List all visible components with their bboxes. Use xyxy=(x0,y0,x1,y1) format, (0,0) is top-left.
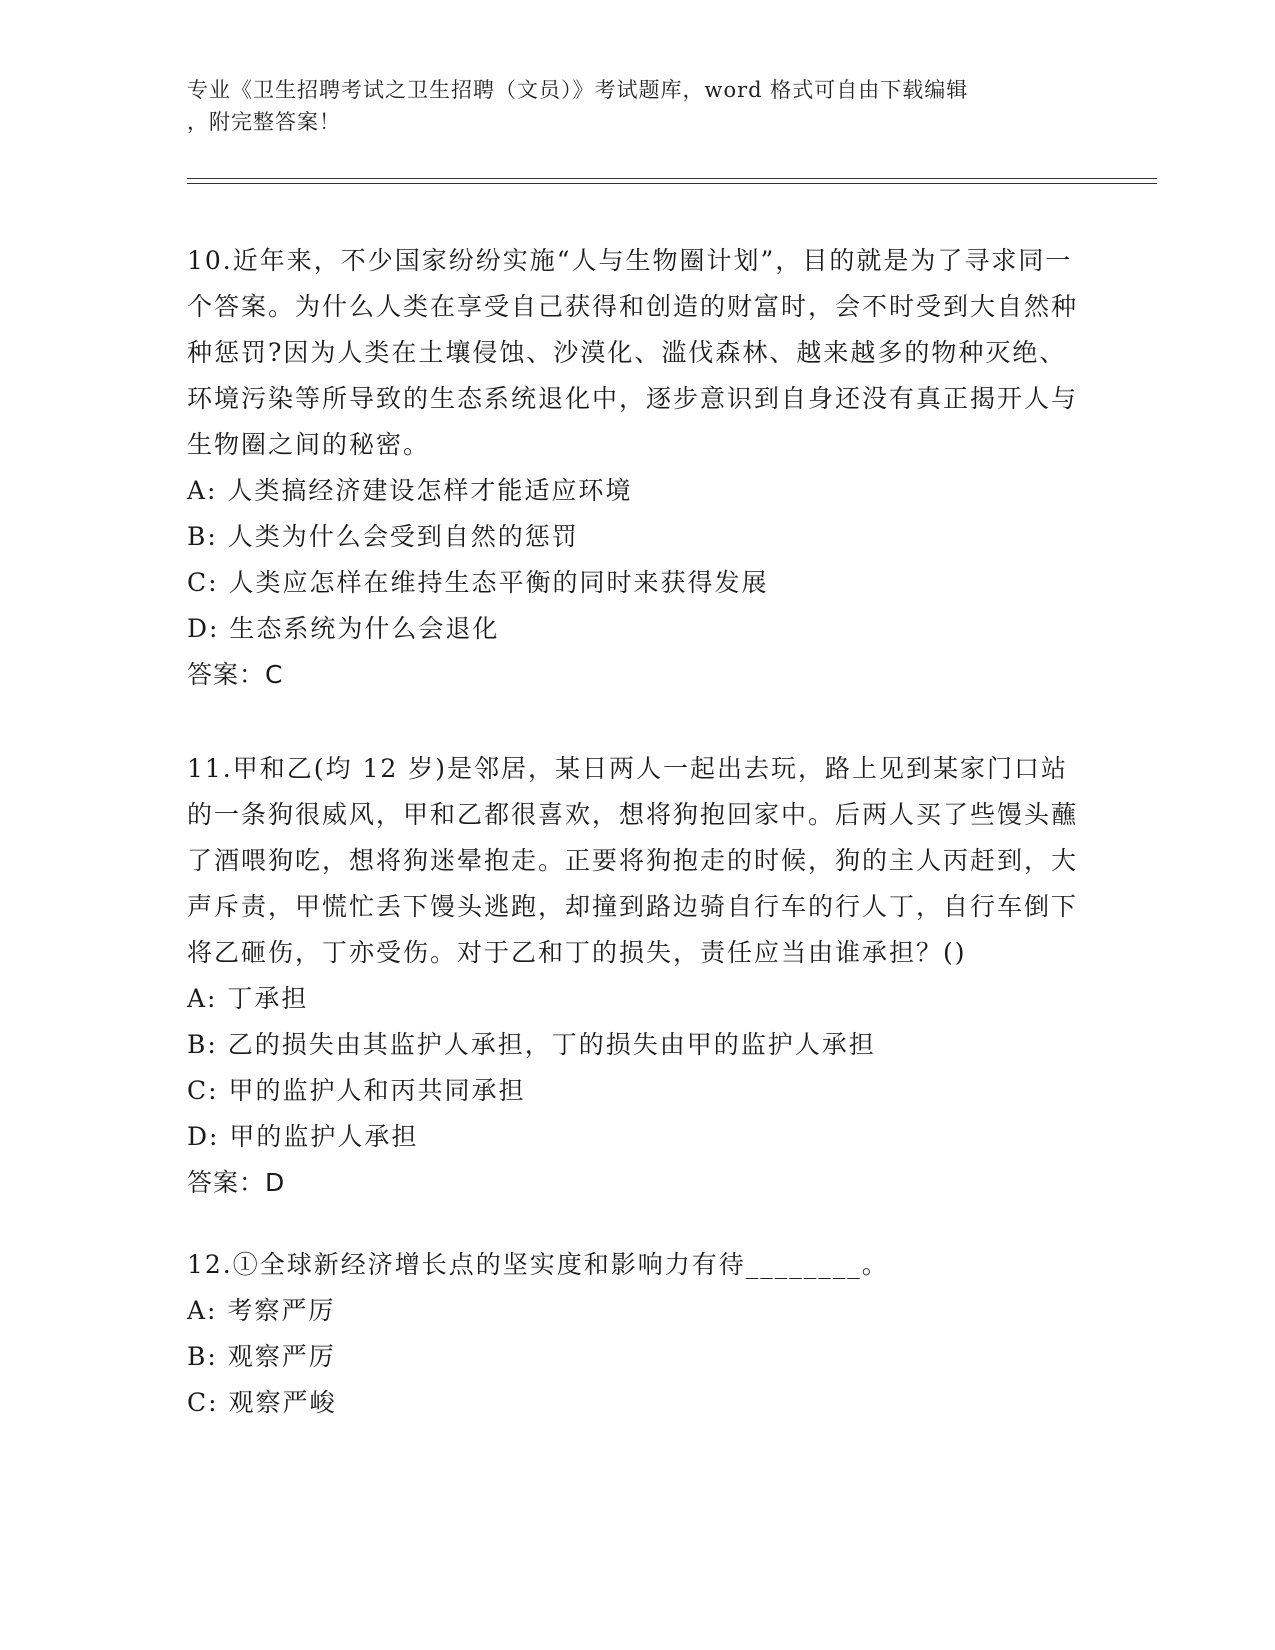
header-line-2: ，附完整答案！ xyxy=(187,110,341,134)
header-divider-top xyxy=(187,178,1157,179)
answer: 答案：D xyxy=(187,1168,286,1197)
question-stem: 12.①全球新经济增长点的坚实度和影响力有待________。 xyxy=(187,1250,889,1279)
spacer xyxy=(187,1206,1087,1242)
header-divider-bottom xyxy=(187,183,1157,184)
option-a: A: 考察严厉 xyxy=(187,1296,336,1325)
question-12 xyxy=(187,1242,1087,1426)
option-c: C: 人类应怎样在维持生态平衡的同时来获得发展 xyxy=(187,568,769,597)
question-10 xyxy=(187,238,1087,698)
header-line-1: 专业《卫生招聘考试之卫生招聘（文员）》考试题库，word 格式可自由下载编辑 xyxy=(187,78,969,102)
spacer xyxy=(187,698,1087,746)
question-11 xyxy=(187,746,1087,1206)
document-header xyxy=(187,74,1067,138)
option-a: A: 丁承担 xyxy=(187,984,309,1013)
question-stem: 11.甲和乙(均 12 岁)是邻居，某日两人一起出去玩，路上见到某家门口站的一条狗很威风，甲和乙都很喜欢，想将狗抱回家中。后两人买了些馒头蘸了酒喂狗吃，想将狗迷晕抱走。正要将狗抱走的时候，狗的主人丙赶到，大声斥责，甲慌忙丢下馒头逃跑，却撞到路边骑自行车的行人丁，自行车倒下将乙砸伤，丁亦受伤。对于乙和丁的损失，责任应当由谁承担？() xyxy=(187,754,1079,967)
option-b: B: 观察严厉 xyxy=(187,1342,336,1371)
option-d: D: 生态系统为什么会退化 xyxy=(187,614,500,643)
question-list xyxy=(187,238,1087,1426)
question-stem: 10.近年来，不少国家纷纷实施“人与生物圈计划”，目的就是为了寻求同一个答案。为什么人类在享受自己获得和创造的财富时，会不时受到大自然种种惩罚?因为人类在土壤侵蚀、沙漠化、滥伐森林、越来越多的物种灭绝、环境污染等所导致的生态系统退化中，逐步意识到自身还没有真正揭开人与生物圈之间的秘密。 xyxy=(187,246,1079,459)
option-c: C: 甲的监护人和丙共同承担 xyxy=(187,1076,526,1105)
option-c: C: 观察严峻 xyxy=(187,1388,337,1417)
option-b: B: 乙的损失由其监护人承担，丁的损失由甲的监护人承担 xyxy=(187,1030,876,1059)
option-b: B: 人类为什么会受到自然的惩罚 xyxy=(187,522,579,551)
answer: 答案：C xyxy=(187,660,284,689)
option-a: A: 人类搞经济建设怎样才能适应环境 xyxy=(187,476,633,505)
option-d: D: 甲的监护人承担 xyxy=(187,1122,419,1151)
